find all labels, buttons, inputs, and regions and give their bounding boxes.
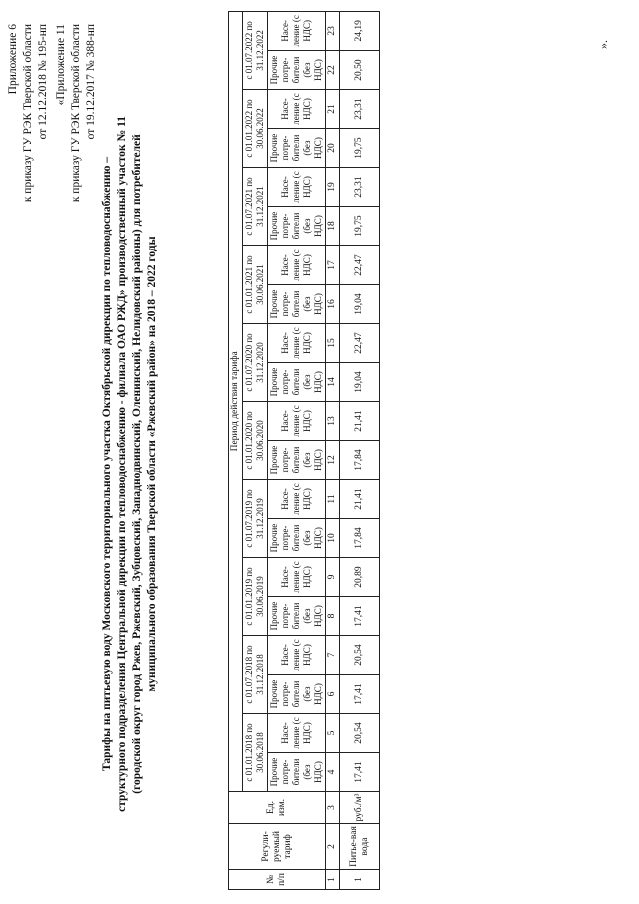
column-number: 19: [326, 168, 340, 207]
column-number: 17: [326, 246, 340, 285]
closing-mark: ».: [596, 40, 610, 49]
tariff-value: 23,31: [340, 90, 380, 129]
tariff-value: 20,54: [340, 636, 380, 675]
tariff-value: 20,50: [340, 51, 380, 90]
subheader-other-consumers: Прочие потре-бители (без НДС): [268, 753, 326, 792]
tariff-value: 24,19: [340, 11, 380, 50]
table-header-row: [229, 11, 243, 889]
period-cell: с 01.07.2022 по 31.12.2022: [243, 11, 268, 89]
row-tariff: Питье-вая вода: [340, 824, 380, 870]
tariff-table: [228, 11, 380, 890]
period-cell: с 01.01.2018 по 30.06.2018: [243, 714, 268, 792]
tariff-value: 17,41: [340, 675, 380, 714]
subheader-population: Насе-ление (с НДС): [268, 246, 326, 285]
subheader-population: Насе-ление (с НДС): [268, 402, 326, 441]
title-line: структурного подразделения Центральной дирекции по тепловодоснабжению - филиала ОАО РЖД» производственный участок № 11: [116, 116, 128, 812]
tariff-value: 19,75: [340, 207, 380, 246]
column-number-row: [326, 11, 340, 889]
appendix-current-line: к приказу ГУ РЭК Тверской области: [22, 24, 34, 203]
col-tariff-header: Регули-руемый тариф: [229, 824, 326, 870]
period-cell: с 01.01.2019 по 30.06.2019: [243, 558, 268, 636]
tariff-value: 21,41: [340, 480, 380, 519]
column-number: 12: [326, 441, 340, 480]
tariff-value: 19,75: [340, 129, 380, 168]
period-cell: с 01.01.2021 по 30.06.2021: [243, 246, 268, 324]
period-cell: с 01.07.2018 по 31.12.2018: [243, 636, 268, 714]
subheader-population: Насе-ление (с НДС): [268, 11, 326, 50]
tariff-value: 17,41: [340, 753, 380, 792]
col-unit-header: Ед. изм.: [229, 792, 326, 824]
subheader-population: Насе-ление (с НДС): [268, 636, 326, 675]
column-number: 8: [326, 597, 340, 636]
row-unit: руб./м³: [340, 792, 380, 824]
appendix-current-line: Приложение 6: [7, 24, 19, 95]
tariff-value: 17,41: [340, 597, 380, 636]
subheader-other-consumers: Прочие потре-бители (без НДС): [268, 51, 326, 90]
appendix-original-line: к приказу ГУ РЭК Тверской области: [70, 24, 82, 203]
subheader-population: Насе-ление (с НДС): [268, 714, 326, 753]
title-line: (городской округ город Ржев, Ржевский, Зубцовский, Западнодвинский, Оленинский, Нелидовский районы) для потребителей: [131, 134, 143, 794]
column-number: 15: [326, 324, 340, 363]
tariff-value: 20,54: [340, 714, 380, 753]
subheader-other-consumers: Прочие потре-бители (без НДС): [268, 285, 326, 324]
period-cell: с 01.07.2020 по 31.12.2020: [243, 324, 268, 402]
period-header: Период действия тарифа: [229, 11, 243, 791]
table-row: [340, 11, 380, 889]
column-number: 2: [326, 824, 340, 870]
column-number: 18: [326, 207, 340, 246]
subheader-row: [268, 11, 326, 889]
appendix-current-line: от 12.12.2018 № 195-нп: [37, 24, 49, 140]
period-cell: с 01.01.2020 по 30.06.2020: [243, 402, 268, 480]
column-number: 1: [326, 870, 340, 890]
subheader-other-consumers: Прочие потре-бители (без НДС): [268, 441, 326, 480]
appendix-original-line: «Приложение 11: [55, 24, 67, 106]
subheader-population: Насе-ление (с НДС): [268, 168, 326, 207]
column-number: 11: [326, 480, 340, 519]
subheader-population: Насе-ление (с НДС): [268, 90, 326, 129]
subheader-other-consumers: Прочие потре-бители (без НДС): [268, 363, 326, 402]
subheader-other-consumers: Прочие потре-бители (без НДС): [268, 675, 326, 714]
column-number: 9: [326, 558, 340, 597]
period-cell: с 01.07.2019 по 31.12.2019: [243, 480, 268, 558]
col-no-header: № п/п: [229, 870, 326, 890]
column-number: 14: [326, 363, 340, 402]
appendix-original: [54, 24, 99, 202]
column-number: 23: [326, 11, 340, 50]
tariff-value: 23,31: [340, 168, 380, 207]
tariff-value: 19,04: [340, 285, 380, 324]
column-number: 21: [326, 90, 340, 129]
tariff-value: 22,47: [340, 246, 380, 285]
tariff-value: 17,84: [340, 519, 380, 558]
subheader-other-consumers: Прочие потре-бители (без НДС): [268, 519, 326, 558]
period-cell: с 01.01.2022 по 30.06.2022: [243, 90, 268, 168]
column-number: 3: [326, 792, 340, 824]
subheader-other-consumers: Прочие потре-бители (без НДС): [268, 597, 326, 636]
title-line: муниципального образования Тверской области «Ржевский район» на 2018 – 2022 годы: [146, 236, 158, 692]
column-number: 16: [326, 285, 340, 324]
title-line: Тарифы на питьевую воду Московского территориального участка Октябрьской дирекции по тепловодоснабжению –: [101, 156, 113, 772]
column-number: 5: [326, 714, 340, 753]
tariff-value: 19,04: [340, 363, 380, 402]
appendix-original-line: от 19.12.2017 № 388-нп: [85, 24, 97, 140]
period-row: [243, 11, 268, 889]
subheader-population: Насе-ление (с НДС): [268, 324, 326, 363]
column-number: 22: [326, 51, 340, 90]
column-number: 20: [326, 129, 340, 168]
column-number: 4: [326, 753, 340, 792]
subheader-population: Насе-ление (с НДС): [268, 480, 326, 519]
tariff-value: 21,41: [340, 402, 380, 441]
appendix-current: [6, 24, 51, 202]
row-no: 1: [340, 870, 380, 890]
period-cell: с 01.07.2021 по 31.12.2021: [243, 168, 268, 246]
subheader-other-consumers: Прочие потре-бители (без НДС): [268, 129, 326, 168]
subheader-other-consumers: Прочие потре-бители (без НДС): [268, 207, 326, 246]
column-number: 6: [326, 675, 340, 714]
document-title: [100, 104, 160, 824]
column-number: 13: [326, 402, 340, 441]
tariff-value: 17,84: [340, 441, 380, 480]
subheader-population: Насе-ление (с НДС): [268, 558, 326, 597]
tariff-value: 22,47: [340, 324, 380, 363]
column-number: 10: [326, 519, 340, 558]
tariff-value: 20,89: [340, 558, 380, 597]
column-number: 7: [326, 636, 340, 675]
